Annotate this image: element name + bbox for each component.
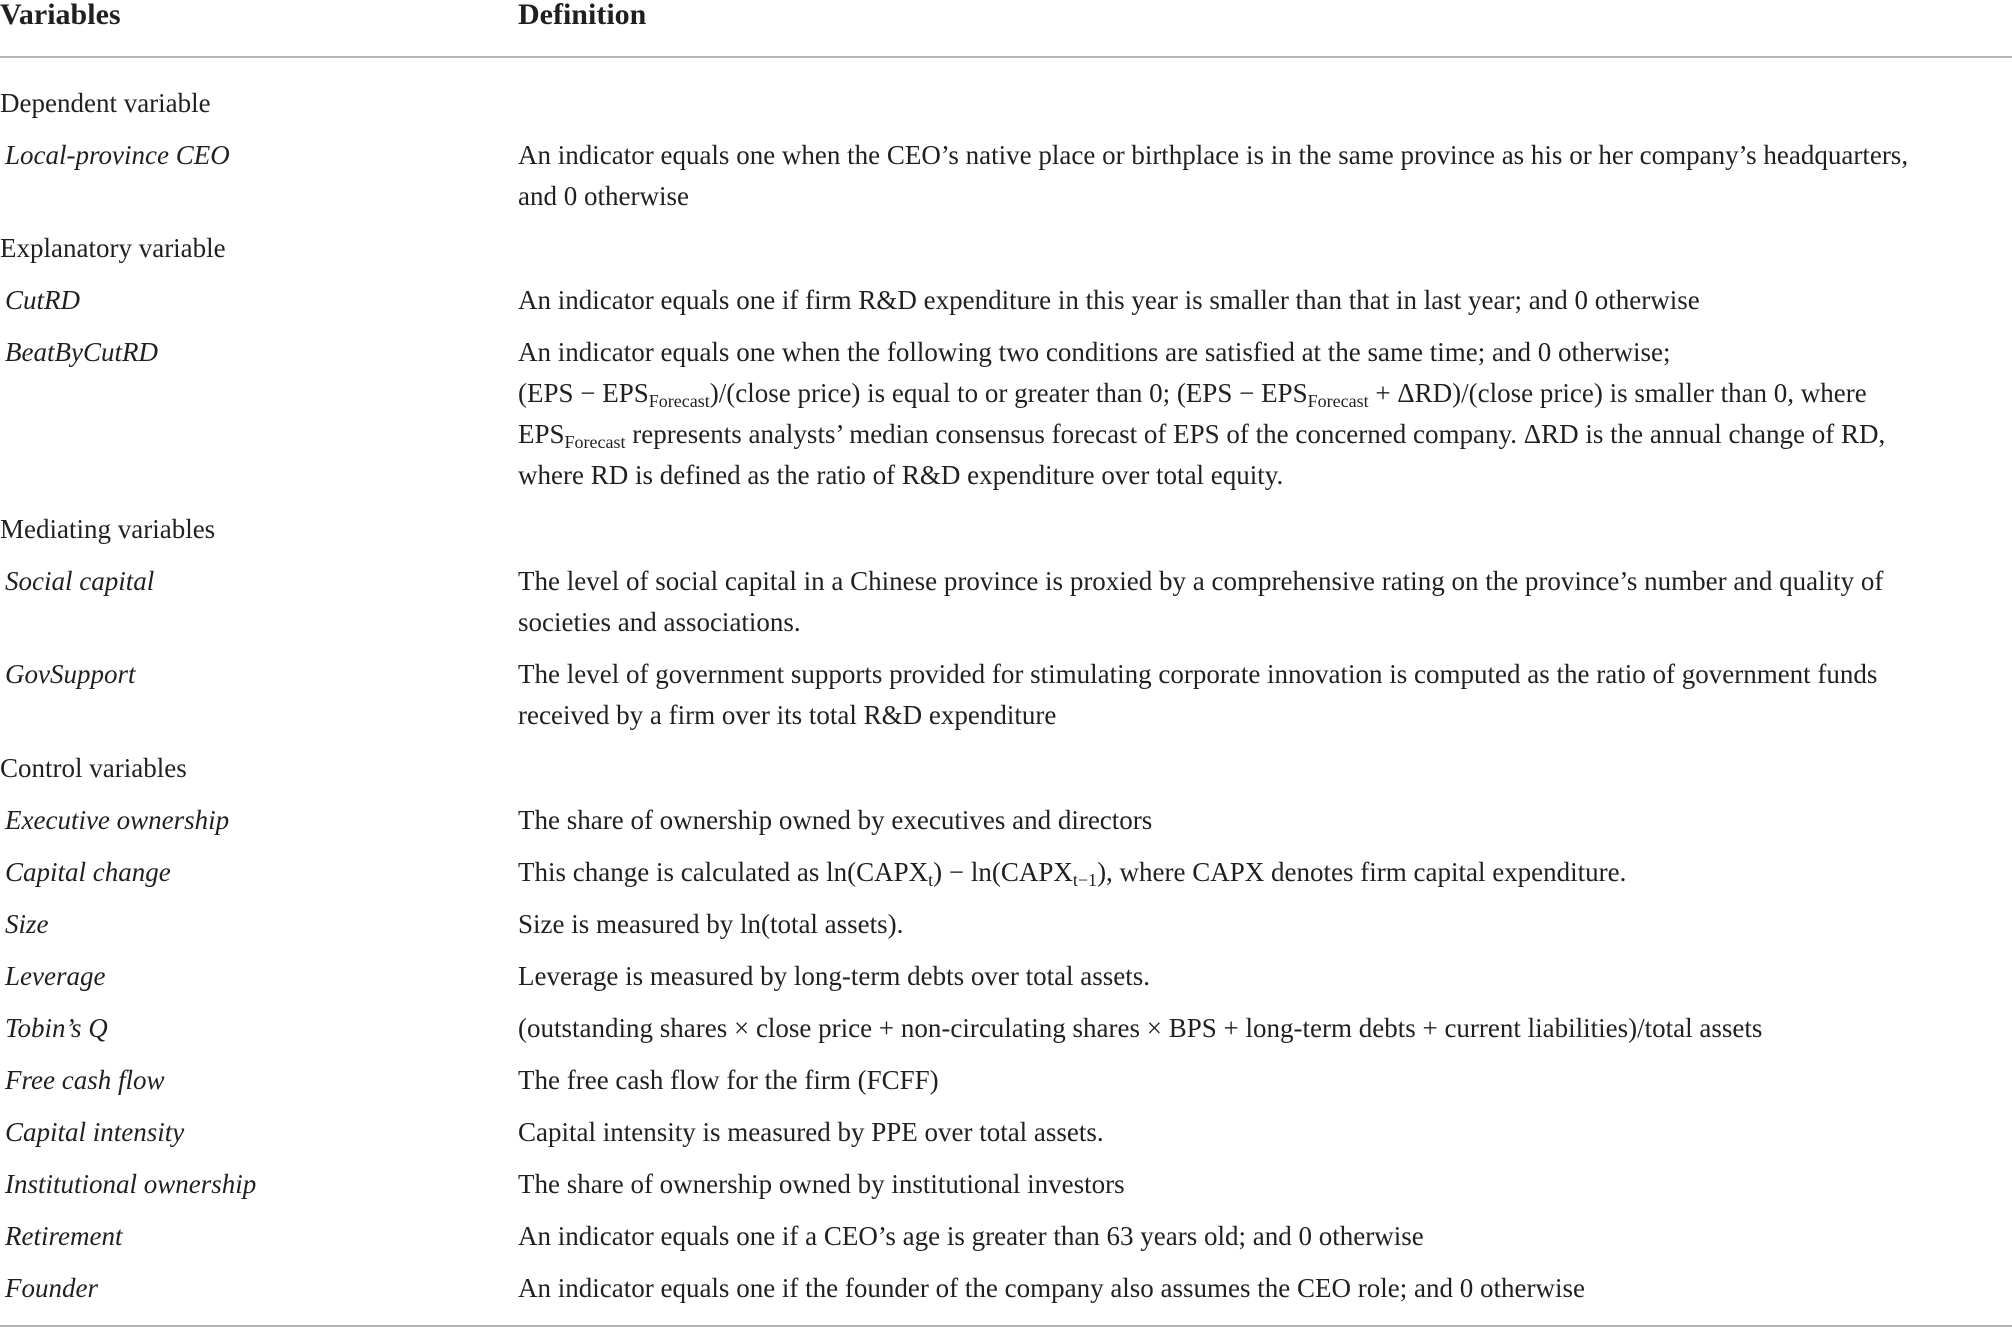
variable-name: Tobin’s Q (5, 1013, 108, 1043)
variable-definition: The free cash flow for the firm (FCFF) (518, 1065, 939, 1095)
variable-definition (518, 654, 2012, 736)
variable-definition: Size is measured by ln(total assets). (518, 909, 904, 939)
section-dependent-variable: Dependent variable (0, 88, 211, 118)
definition-line (518, 373, 2012, 414)
formula-text: EPS (518, 419, 565, 449)
variable-definition (518, 135, 2012, 217)
variable-definition: The share of ownership owned by institutional investors (518, 1169, 1125, 1199)
formula-subscript: Forecast (1307, 391, 1369, 411)
variable-name: Free cash flow (5, 1065, 165, 1095)
column-header-definition: Definition (518, 0, 647, 31)
variable-name: Local-province CEO (5, 140, 230, 170)
variable-definition: An indicator equals one if the founder of the company also assumes the CEO role; and 0 otherwise (518, 1273, 1585, 1303)
variable-name: Retirement (5, 1221, 123, 1251)
variable-definition: An indicator equals one if a CEO’s age is greater than 63 years old; and 0 otherwise (518, 1221, 1424, 1251)
header-divider (0, 56, 2012, 58)
formula-subscript: t (928, 870, 934, 890)
variable-definition: The share of ownership owned by executives and directors (518, 805, 1153, 835)
formula-subscript: t−1 (1072, 870, 1098, 890)
variable-name: Founder (5, 1273, 98, 1303)
definition-line: The level of social capital in a Chinese province is proxied by a comprehensive rating on the province’s number and quality of (518, 566, 1884, 596)
variable-definition (518, 852, 2012, 893)
definition-line: where RD is defined as the ratio of R&D expenditure over total equity. (518, 460, 1284, 490)
variable-definition: An indicator equals one if firm R&D expenditure in this year is smaller than that in last year; and 0 otherwise (518, 285, 1700, 315)
formula-text: ) − ln(CAPX (933, 857, 1073, 887)
definition-line: and 0 otherwise (518, 181, 689, 211)
formula-text: represents analysts’ median consensus forecast of EPS of the concerned company. ΔRD is the annual change of RD, (625, 419, 1886, 449)
formula-text: )/(close price) is equal to or greater than 0; (EPS − EPS (709, 378, 1308, 408)
variable-definition (518, 561, 2012, 643)
formula-subscript: Forecast (648, 391, 710, 411)
definition-line: received by a firm over its total R&D expenditure (518, 700, 1057, 730)
variable-name: Leverage (5, 961, 106, 991)
variable-name: Executive ownership (5, 805, 230, 835)
column-header-variables: Variables (0, 0, 121, 31)
definition-line: societies and associations. (518, 607, 801, 637)
variable-definition: (outstanding shares × close price + non-circulating shares × BPS + long-term debts + current liabilities)/total assets (518, 1013, 1763, 1043)
section-mediating-variables: Mediating variables (0, 514, 216, 544)
variable-name: GovSupport (5, 659, 136, 689)
variable-name: Social capital (5, 566, 155, 596)
variable-name: Size (5, 909, 49, 939)
variable-name: Capital change (5, 857, 171, 887)
formula-text: (EPS − EPS (518, 378, 649, 408)
definition-line: The level of government supports provided for stimulating corporate innovation is computed as the ratio of government funds (518, 659, 1878, 689)
variable-definition: Capital intensity is measured by PPE over total assets. (518, 1117, 1104, 1147)
formula-text: + ΔRD)/(close price) is smaller than 0, where (1368, 378, 1867, 408)
definition-line: An indicator equals one when the CEO’s native place or birthplace is in the same province as his or her company’s headquarters, (518, 140, 1909, 170)
variable-definition: Leverage is measured by long-term debts over total assets. (518, 961, 1151, 991)
formula-text: ), where CAPX denotes firm capital expenditure. (1097, 857, 1627, 887)
definition-line: An indicator equals one when the following two conditions are satisfied at the same time; and 0 otherwise; (518, 337, 1671, 367)
variable-name: Institutional ownership (5, 1169, 257, 1199)
section-control-variables: Control variables (0, 753, 187, 783)
formula-text: This change is calculated as ln(CAPX (518, 857, 929, 887)
formula-subscript: Forecast (564, 432, 626, 452)
variable-name: Capital intensity (5, 1117, 185, 1147)
section-explanatory-variable: Explanatory variable (0, 233, 226, 263)
definition-line (518, 414, 2012, 455)
variable-name: CutRD (5, 285, 81, 315)
variable-name: BeatByCutRD (5, 337, 158, 367)
variable-definition (518, 332, 2012, 496)
